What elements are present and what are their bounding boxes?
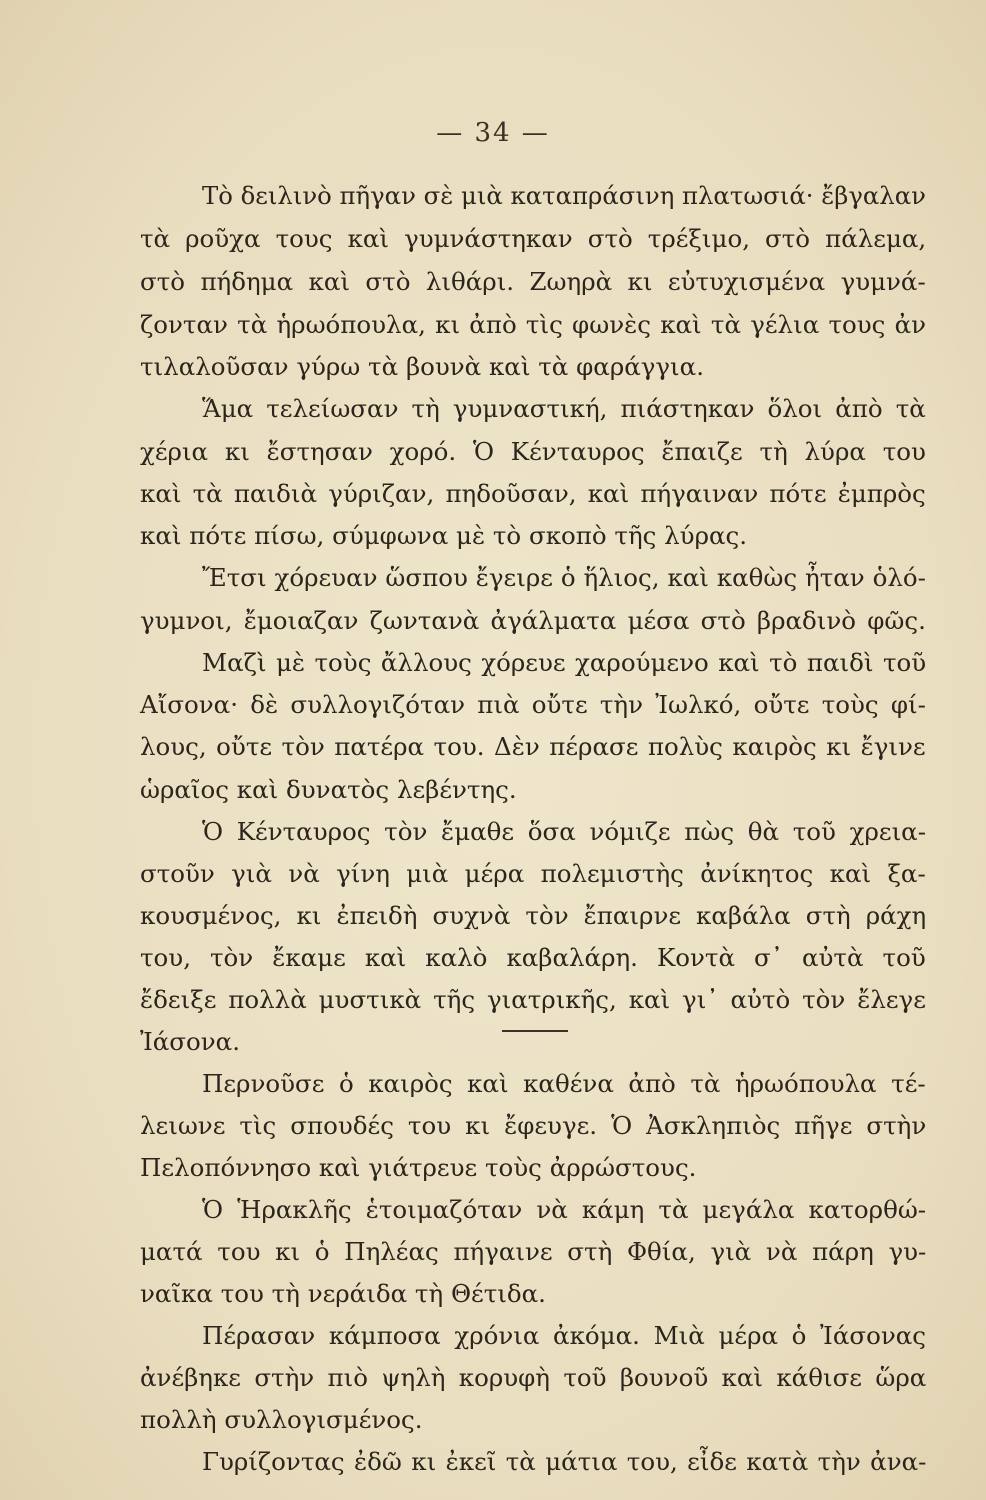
text-line-21: Ἰάσονα. bbox=[140, 1027, 241, 1056]
text-line-14: λους, οὔτε τὸν πατέρα του. Δὲν πέρασε πολὺς καιρὸς κι ἔγινε bbox=[140, 732, 926, 761]
section-divider bbox=[502, 1030, 568, 1032]
text-line-18: κουσμένος, κι ἐπειδὴ συχνὰ τὸν ἔπαιρνε καβάλα στὴ ράχη bbox=[140, 901, 927, 930]
text-line-25: Ὁ Ἡρακλῆς ἑτοιμαζόταν νὰ κάμη τὰ μεγάλα κατορθώ- bbox=[202, 1195, 927, 1224]
text-line-29: ἀνέβηκε στὴν πιὸ ψηλὴ κορυφὴ τοῦ βουνοῦ καὶ κάθισε ὥρα bbox=[140, 1363, 927, 1392]
text-line-7: χέρια κι ἔστησαν χορό. Ὁ Κένταυρος ἔπαιζε τὴ λύρα του bbox=[140, 437, 926, 466]
text-line-16: Ὁ Κένταυρος τὸν ἔμαθε ὅσα νόμιζε πὼς θὰ τοῦ χρεια- bbox=[202, 817, 926, 846]
text-line-28: Πέρασαν κάμποσα χρόνια ἀκόμα. Μιὰ μέρα ὁ Ἰάσονας bbox=[202, 1321, 927, 1350]
text-line-15: ὡραῖος καὶ δυνατὸς λεβέντης. bbox=[140, 775, 517, 804]
page-number: — 34 — bbox=[436, 118, 550, 148]
text-line-2: τὰ ροῦχα τους καὶ γυμνάστηκαν στὸ τρέξιμο, στὸ πάλεμα, bbox=[140, 224, 927, 253]
text-line-1: Τὸ δειλινὸ πῆγαν σὲ μιὰ καταπράσινη πλατωσιά· ἔβγαλαν bbox=[202, 181, 926, 210]
text-line-31: Γυρίζοντας ἐδῶ κι ἐκεῖ τὰ μάτια του, εἶδε κατὰ τὴν ἀνα- bbox=[202, 1447, 927, 1476]
text-line-8: καὶ τὰ παιδιὰ γύριζαν, πηδοῦσαν, καὶ πήγαιναν πότε ἐμπρὸς bbox=[140, 479, 926, 508]
text-line-13: Αἴσονα· δὲ συλλογιζόταν πιὰ οὔτε τὴν Ἰωλκό, οὔτε τοὺς φί- bbox=[140, 690, 926, 719]
text-line-30: πολλὴ συλλογισμένος. bbox=[140, 1405, 423, 1434]
text-line-17: στοῦν γιὰ νὰ γίνη μιὰ μέρα πολεμιστὴς ἀνίκητος καὶ ξα- bbox=[140, 859, 926, 888]
text-line-9: καὶ πότε πίσω, σύμφωνα μὲ τὸ σκοπὸ τῆς λύρας. bbox=[140, 521, 748, 550]
text-line-5: τιλαλοῦσαν γύρω τὰ βουνὰ καὶ τὰ φαράγγια. bbox=[140, 352, 704, 381]
text-line-6: Ἅμα τελείωσαν τὴ γυμναστική, πιάστηκαν ὅλοι ἀπὸ τὰ bbox=[202, 394, 926, 423]
text-line-26: ματά του κι ὁ Πηλέας πήγαινε στὴ Φθία, γιὰ νὰ πάρη γυ- bbox=[140, 1237, 927, 1266]
text-line-19: του, τὸν ἔκαμε καὶ καλὸ καβαλάρη. Κοντὰ σ᾿ αὐτὰ τοῦ bbox=[140, 943, 926, 972]
text-line-3: στὸ πήδημα καὶ στὸ λιθάρι. Ζωηρὰ κι εὐτυχισμένα γυμνά- bbox=[140, 267, 926, 296]
text-line-23: λειωνε τὶς σπουδές του κι ἔφευγε. Ὁ Ἀσκληπιὸς πῆγε στὴν bbox=[140, 1111, 927, 1140]
text-line-12: Μαζὶ μὲ τοὺς ἄλλους χόρευε χαρούμενο καὶ τὸ παιδὶ τοῦ bbox=[202, 648, 927, 677]
text-line-4: ζονταν τὰ ἡρωόπουλα, κι ἀπὸ τὶς φωνὲς καὶ τὰ γέλια τους ἀν bbox=[140, 310, 927, 339]
text-line-27: ναῖκα του τὴ νεράιδα τὴ Θέτιδα. bbox=[140, 1279, 546, 1308]
text-line-24: Πελοπόννησο καὶ γιάτρευε τοὺς ἀρρώστους. bbox=[140, 1153, 697, 1182]
text-line-10: Ἔτσι χόρευαν ὥσπου ἔγειρε ὁ ἥλιος, καὶ καθὼς ἦταν ὁλό- bbox=[202, 563, 926, 592]
text-line-11: γυμνοι, ἔμοιαζαν ζωντανὰ ἀγάλματα μέσα στὸ βραδινὸ φῶς. bbox=[140, 606, 926, 635]
text-line-20: ἔδειξε πολλὰ μυστικὰ τῆς γιατρικῆς, καὶ γι᾿ αὐτὸ τὸν ἔλεγε bbox=[140, 985, 926, 1014]
text-line-22: Περνοῦσε ὁ καιρὸς καὶ καθένα ἀπὸ τὰ ἡρωόπουλα τέ- bbox=[202, 1069, 926, 1098]
